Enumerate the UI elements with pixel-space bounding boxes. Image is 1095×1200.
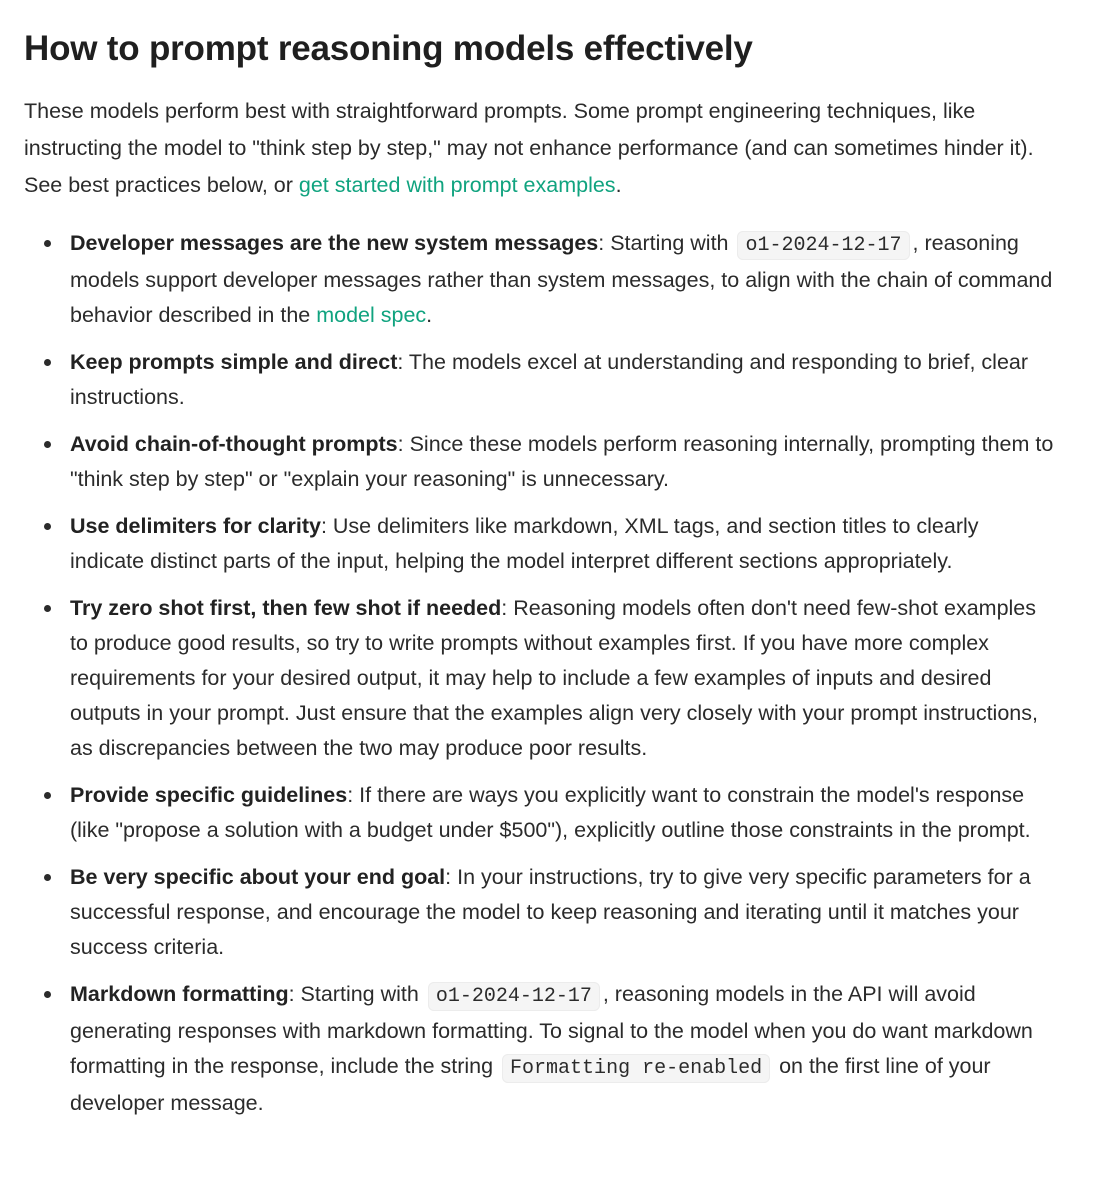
item-text: : Starting with <box>288 982 425 1006</box>
item-text: , reasoning models in the API will avoid generating responses with markdown formatting. To signal to the model when you do want markdown formatting in the response, include the string <box>70 982 1033 1078</box>
item-label: Keep prompts simple and direct <box>70 350 398 374</box>
item-text: : Starting with <box>598 231 735 255</box>
item-label: Developer messages are the new system messages <box>70 231 599 255</box>
bullet-icon <box>44 792 51 799</box>
item-label: Be very specific about your end goal <box>70 865 446 889</box>
item-label: Avoid chain-of-thought prompts <box>70 432 398 456</box>
item-text: : If there are ways you explicitly want to constrain the model's response (like "propose a solution with a budget under $500"), explicitly outline those constraints in the prompt. <box>70 783 1031 842</box>
bullet-icon <box>44 874 51 881</box>
list-item <box>24 591 1055 766</box>
item-text: : Reasoning models often don't need few-shot examples to produce good results, so try to write prompts without examples first. If you have more complex requirements for your desired output, it may help to include a few examples of inputs and desired outputs in your prompt. Just ensure that the examples align very closely with your prompt instructions, as discrepancies between the two may produce poor results. <box>70 596 1038 760</box>
list-item <box>24 778 1055 848</box>
item-label: Use delimiters for clarity <box>70 514 321 538</box>
intro-text: These models perform best with straightforward prompts. Some prompt engineering techniques, like instructing the model to "think step by step," may not enhance performance (and can sometimes hinder it). See best practices below, or <box>24 99 1034 197</box>
best-practices-list <box>24 226 1071 1121</box>
item-text: , reasoning models support developer messages rather than system messages, to align with the chain of command behavior described in the <box>70 231 1053 327</box>
item-text: : In your instructions, try to give very specific parameters for a successful response, and encourage the model to keep reasoning and iterating until it matches your success criteria. <box>70 865 1031 959</box>
list-item <box>24 509 1055 579</box>
bullet-icon <box>44 240 51 247</box>
item-label: Markdown formatting <box>70 982 289 1006</box>
inline-code: o1-2024-12-17 <box>737 231 909 260</box>
bullet-icon <box>44 441 51 448</box>
list-item <box>24 345 1055 415</box>
bullet-icon <box>44 359 51 366</box>
intro-end: . <box>615 173 622 197</box>
prompt-examples-link[interactable]: get started with prompt examples <box>298 173 616 197</box>
list-item <box>24 977 1055 1121</box>
item-label: Try zero shot first, then few shot if needed <box>70 596 502 620</box>
item-text: : Use delimiters like markdown, XML tags, and section titles to clearly indicate distinct parts of the input, helping the model interpret different sections appropriately. <box>70 514 979 573</box>
bullet-icon <box>44 991 51 998</box>
item-text: on the first line of your developer message. <box>70 1054 991 1115</box>
item-label: Provide specific guidelines <box>70 783 348 807</box>
bullet-icon <box>44 523 51 530</box>
inline-code: o1-2024-12-17 <box>428 982 600 1011</box>
list-item <box>24 860 1055 965</box>
intro-paragraph <box>24 93 1054 204</box>
inline-code: Formatting re-enabled <box>502 1054 770 1083</box>
model-spec-link[interactable]: model spec <box>316 303 427 327</box>
list-item <box>24 427 1055 497</box>
bullet-icon <box>44 605 51 612</box>
page-title: How to prompt reasoning models effectively <box>24 29 753 68</box>
list-item <box>24 226 1055 333</box>
item-text: . <box>426 303 433 327</box>
item-text: : The models excel at understanding and responding to brief, clear instructions. <box>70 350 1029 409</box>
item-text: : Since these models perform reasoning internally, prompting them to "think step by step" or "explain your reasoning" is unnecessary. <box>70 432 1054 491</box>
